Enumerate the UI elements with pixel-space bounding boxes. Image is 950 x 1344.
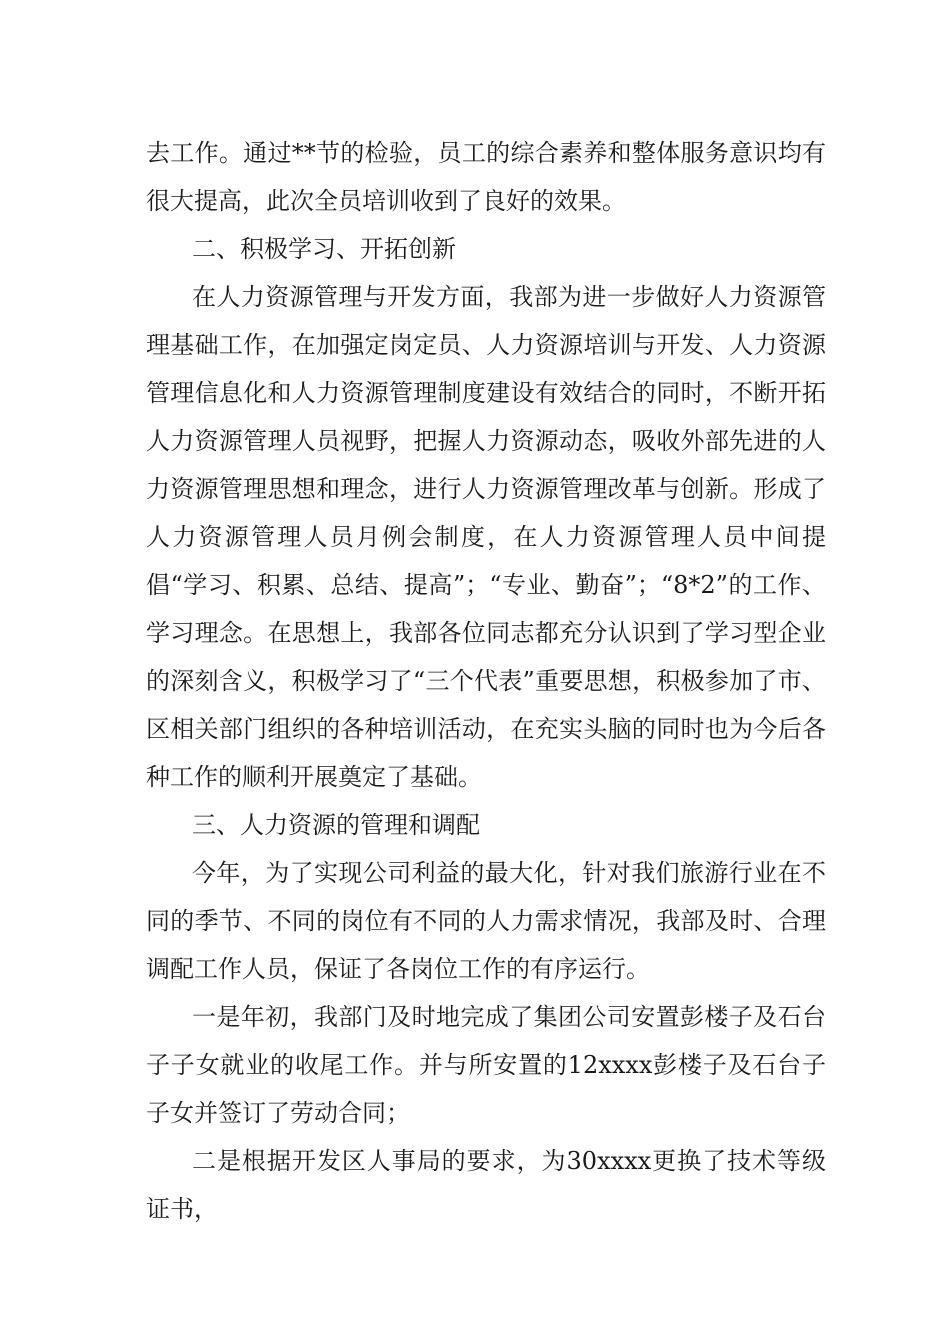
paragraph-allocation-overview: 今年，为了实现公司利益的最大化，针对我们旅游行业在不同的季节、不同的岗位有不同的人力需求情况，我部及时、合理调配工作人员，保证了各岗位工作的有序运行。 — [146, 859, 826, 983]
section-heading-hr-allocation: 三、人力资源的管理和调配 — [192, 811, 480, 839]
paragraph-hr-management-development: 在人力资源管理与开发方面，我部为进一步做好人力资源管理基础工作，在加强定岗定员、人力资源培训与开发、人力资源管理信息化和人力资源管理制度建设有效结合的同时，不断开拓人力资源管理人员视野，把握人力资源动态，吸收外部先进的人力资源管理思想和理念，进行人力资源管理改革与创新。形成了人力资源管理人员月例会制度，在人力资源管理人员中间提倡“学习、积累、总结、提高”；“专业、勤奋”；“8*2”的工作、学习理念。在思想上，我部各位同志都充分认识到了学习型企业的深刻含义，积极学习了“三个代表”重要思想，积极参加了市、区相关部门组织的各种培训活动，在充实头脑的同时也为今后各种工作的顺利开展奠定了基础。 — [146, 283, 826, 791]
continuation-paragraph: 去工作。通过**节的检验，员工的综合素养和整体服务意识均有很大提高，此次全员培训收到了良好的效果。 — [146, 139, 826, 215]
section-heading-learning-innovation: 二、积极学习、开拓创新 — [192, 235, 456, 263]
document-body — [146, 129, 826, 1233]
paragraph-item-one: 一是年初，我部门及时地完成了集团公司安置彭楼子及石台子子女就业的收尾工作。并与所安置的12xxxx彭楼子及石台子子女并签订了劳动合同； — [146, 1003, 826, 1127]
paragraph-item-two: 二是根据开发区人事局的要求，为30xxxx更换了技术等级证书， — [146, 1147, 826, 1223]
